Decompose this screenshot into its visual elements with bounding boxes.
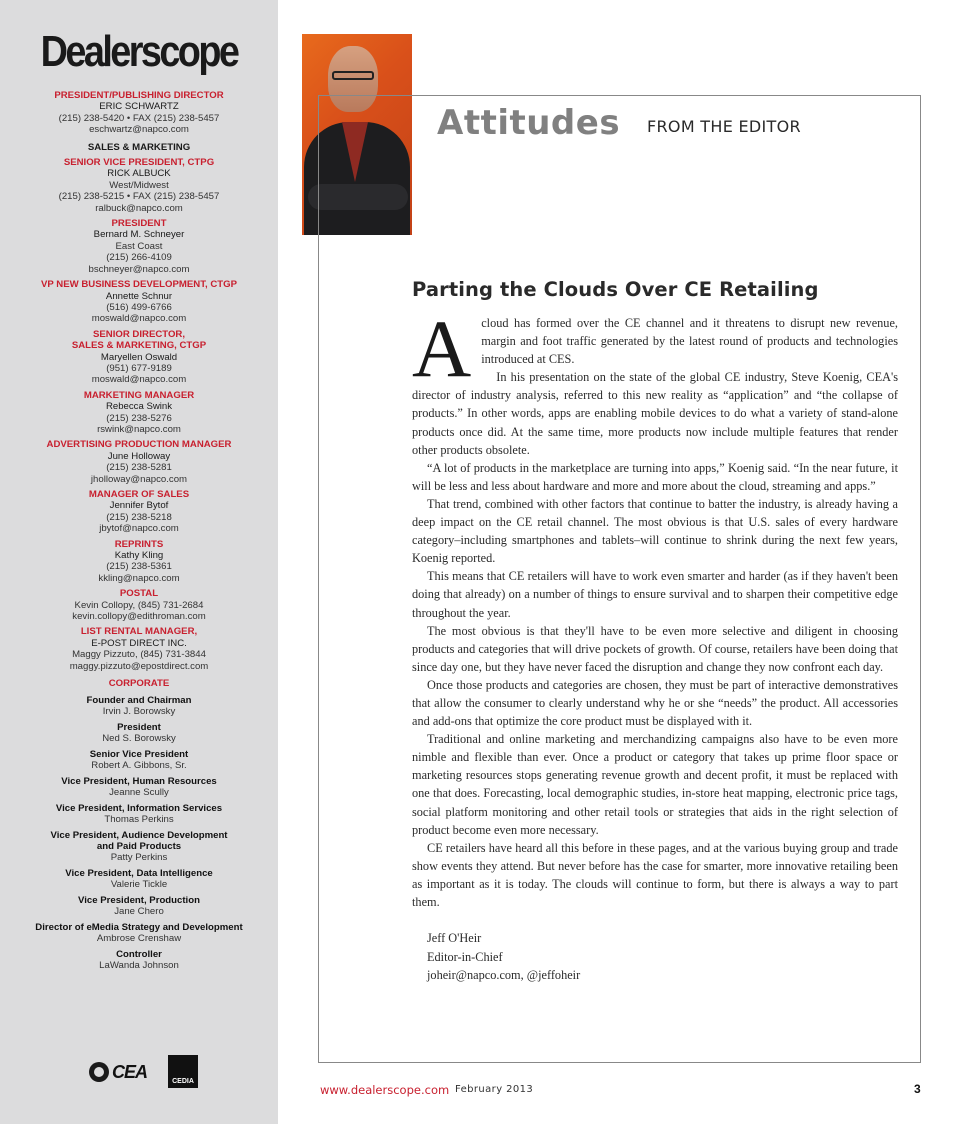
article-paragraph: CE retailers have heard all this before in these pages, and at the various buying group and trade show events they attend. But never before has the case for smarter, more innovative retailing been as important as it is today. The clouds will continue to form, but there is always a way to part them.: [412, 840, 898, 909]
masthead-email[interactable]: kevin.collopy@edithroman.com: [72, 611, 206, 623]
cea-mark-icon: [89, 1062, 109, 1082]
masthead-phone: (215) 238-5420 • FAX (215) 238-5457: [58, 112, 220, 124]
masthead-phone: (215) 238-5276: [106, 412, 172, 424]
masthead-entry: [0, 218, 278, 275]
article-paragraph: In his presentation on the state of the global CE industry, Steve Koenig, CEA's director of industry analysis, referred to this new reality as “application” and “the collapse of products.” In other words, apps are enabling mobile devices to do what a variety of stand-alone products once did. At the same time, more products now include multiple features that render other products obsolete.: [412, 370, 898, 457]
masthead-section: CORPORATE: [108, 678, 170, 690]
masthead-name: Jennifer Bytof: [109, 500, 169, 512]
corporate-name: LaWanda Johnson: [99, 959, 179, 971]
masthead-email[interactable]: jbytof@napco.com: [99, 523, 179, 535]
masthead-list: [0, 90, 278, 976]
masthead-email[interactable]: rswink@napco.com: [97, 423, 181, 435]
article-paragraph: [412, 303, 898, 394]
masthead-role: VP NEW BUSINESS DEVELOPMENT, CTGP: [41, 279, 237, 291]
masthead-region: West/Midwest: [109, 179, 169, 191]
masthead-phone: (215) 238-5218: [106, 511, 172, 523]
article-paragraph: Traditional and online marketing and merchandizing campaigns also have to be even more nimble and flexible than ever. Once a product or category that takes up prime floor space or marketing resources stops generating revenue growth and decent profit, it must be replaced with one that does. Forecasting, local demographic studies, in-store heat mapping, electronic price tags, social platform monitoring and other retail tools or strategies that aids in the right selection of product become even more necessary.: [412, 732, 898, 837]
masthead-name: June Holloway: [107, 450, 171, 462]
masthead-name-phone: Maggy Pizzuto, (845) 731-3844: [72, 649, 206, 661]
masthead-role: POSTAL: [119, 588, 159, 600]
masthead-email[interactable]: ralbuck@napco.com: [95, 202, 183, 214]
masthead-entry: [0, 390, 278, 436]
masthead-region: East Coast: [115, 240, 163, 252]
article-paragraph: This means that CE retailers will have to work even smarter and harder (as if they haven't been doing that already) on a number of things to ensure survival and to sharpen their competitive edge throughout the year.: [412, 569, 898, 620]
corporate-role: Vice President, Human Resources: [61, 775, 217, 787]
masthead-sidebar: [0, 0, 278, 1124]
masthead-entry: [0, 142, 278, 153]
masthead-company: E-POST DIRECT INC.: [91, 637, 187, 649]
page-number: 3: [914, 1082, 921, 1096]
corporate-name: Patty Perkins: [110, 851, 168, 863]
article-paragraph: Once those products and categories are chosen, they must be part of interactive demonstratives that allow the consumer to clearly understand why he or she “needs” the product. All accessories and add-ons that optimize the core product must be displayed with it.: [412, 677, 898, 729]
masthead-role: REPRINTS: [114, 538, 164, 550]
masthead-email[interactable]: maggy.pizzuto@epostdirect.com: [69, 660, 209, 672]
masthead-role: SENIOR VICE PRESIDENT, CTPG: [63, 157, 215, 169]
corporate-role: President: [117, 721, 161, 733]
masthead-entry: [0, 588, 278, 622]
corporate-name: Robert A. Gibbons, Sr.: [91, 759, 187, 771]
masthead-role: PRESIDENT: [111, 218, 167, 230]
corporate-role-cont: and Paid Products: [96, 840, 182, 852]
masthead-name-phone: Kevin Collopy, (845) 731-2684: [74, 599, 204, 611]
masthead-email[interactable]: eschwartz@napco.com: [89, 124, 189, 136]
signoff-contact[interactable]: joheir@napco.com, @jeffoheir: [427, 968, 581, 983]
signoff: [427, 929, 898, 985]
masthead-section: SALES & MARKETING: [87, 141, 191, 153]
masthead-email[interactable]: bschneyer@napco.com: [88, 263, 190, 275]
masthead-role: ADVERTISING PRODUCTION MANAGER: [46, 439, 232, 451]
issue-date: February 2013: [455, 1084, 534, 1095]
masthead-name: Bernard M. Schneyer: [93, 229, 185, 241]
drop-cap: A: [412, 303, 472, 394]
signoff-title: Editor-in-Chief: [427, 949, 503, 964]
masthead-email[interactable]: moswald@napco.com: [91, 313, 187, 325]
corporate-name: Ned S. Borowsky: [102, 732, 176, 744]
masthead-entry: [0, 157, 278, 214]
masthead-entry: [0, 626, 278, 672]
website-link[interactable]: www.dealerscope.com: [320, 1083, 450, 1097]
corporate-role: Vice President, Production: [78, 894, 200, 906]
masthead-entry: [0, 279, 278, 325]
masthead-phone: (215) 238-5361: [106, 561, 172, 573]
masthead-email[interactable]: moswald@napco.com: [91, 374, 187, 386]
photo-glasses: [332, 71, 374, 80]
masthead-phone: (215) 266-4109: [106, 252, 172, 264]
masthead-phone: (215) 238-5281: [106, 462, 172, 474]
article-paragraph: That trend, combined with other factors that continue to batter the industry, is already having a deep impact on the CE retail channel. The most obvious is that U.S. sales of every hardware category–including smartphones and tablets–will continue to shrink during the next few years, Koenig reported.: [412, 496, 898, 566]
masthead-role: LIST RENTAL MANAGER,: [80, 626, 198, 638]
section-title: Attitudes: [437, 103, 621, 143]
masthead-name: ERIC SCHWARTZ: [99, 101, 179, 113]
masthead-role: SENIOR DIRECTOR,: [92, 328, 186, 340]
masthead-phone: (516) 499-6766: [106, 301, 172, 313]
corporate-name: Ambrose Crenshaw: [96, 932, 182, 944]
corporate-name: Irvin J. Borowsky: [102, 705, 176, 717]
corporate-list: [0, 695, 278, 971]
masthead-phone: (215) 238-5215 • FAX (215) 238-5457: [58, 191, 220, 203]
brand-logo: Dealerscope: [40, 27, 238, 76]
masthead-entry: [0, 439, 278, 485]
cea-logo-text: CEA: [112, 1061, 148, 1082]
masthead-phone: (951) 677-9189: [106, 362, 172, 374]
masthead-email[interactable]: jholloway@napco.com: [90, 473, 188, 485]
masthead-entry: [0, 489, 278, 535]
masthead-role: MARKETING MANAGER: [83, 389, 195, 401]
corporate-role: Senior Vice President: [89, 748, 189, 760]
corporate-role: Vice President, Information Services: [55, 802, 223, 814]
masthead-name: Rebecca Swink: [105, 401, 173, 413]
masthead-role: MANAGER OF SALES: [88, 489, 190, 500]
masthead-entry: [0, 329, 278, 386]
article-body: [412, 303, 898, 985]
corporate-name: Valerie Tickle: [110, 878, 168, 890]
cedia-logo: CEDIA: [168, 1055, 198, 1088]
masthead-name: Annette Schnur: [105, 290, 173, 302]
corporate-name: Jeanne Scully: [109, 786, 169, 798]
signoff-name: Jeff O'Heir: [427, 931, 482, 946]
corporate-role: Founder and Chairman: [86, 694, 192, 706]
corporate-role: Vice President, Audience Development: [50, 829, 228, 841]
article-paragraph: The most obvious is that they'll have to be even more selective and diligent in choosing products and categories that will drive pockets of growth. Of course, retailers have been doing that since day one, but they have never faced the disruption and change they now confront each day.: [412, 623, 898, 674]
masthead-entry: [0, 678, 278, 689]
masthead-entry: [0, 539, 278, 585]
corporate-role: Controller: [116, 948, 162, 960]
masthead-name: Maryellen Oswald: [100, 351, 178, 363]
masthead-entry: [0, 90, 278, 136]
masthead-name: RICK ALBUCK: [107, 168, 171, 180]
article-paragraph: “A lot of products in the marketplace are turning into apps,” Koenig said. “In the near future, it will be less and less about hardware and more and more about the cloud, streaming and apps.”: [412, 460, 898, 493]
article-headline: Parting the Clouds Over CE Retailing: [412, 278, 819, 301]
article-paragraph-text: cloud has formed over the CE channel and it threatens to disrupt new revenue, margin and foot traffic generated by the latest round of products and technologies introduced at CES.: [481, 316, 898, 367]
cea-logo: [89, 1060, 151, 1084]
masthead-role: PRESIDENT/PUBLISHING DIRECTOR: [54, 90, 224, 101]
section-subtitle: FROM THE EDITOR: [647, 117, 801, 136]
partner-logos: [0, 1055, 278, 1089]
masthead-role-cont: SALES & MARKETING, CTGP: [71, 340, 207, 352]
corporate-name: Thomas Perkins: [104, 813, 174, 825]
masthead-name: Kathy Kling: [114, 550, 164, 562]
corporate-role: Vice President, Data Intelligence: [65, 867, 213, 879]
corporate-role: Director of eMedia Strategy and Development: [35, 921, 243, 933]
masthead-email[interactable]: kkling@napco.com: [98, 572, 180, 584]
corporate-name: Jane Chero: [114, 905, 164, 917]
